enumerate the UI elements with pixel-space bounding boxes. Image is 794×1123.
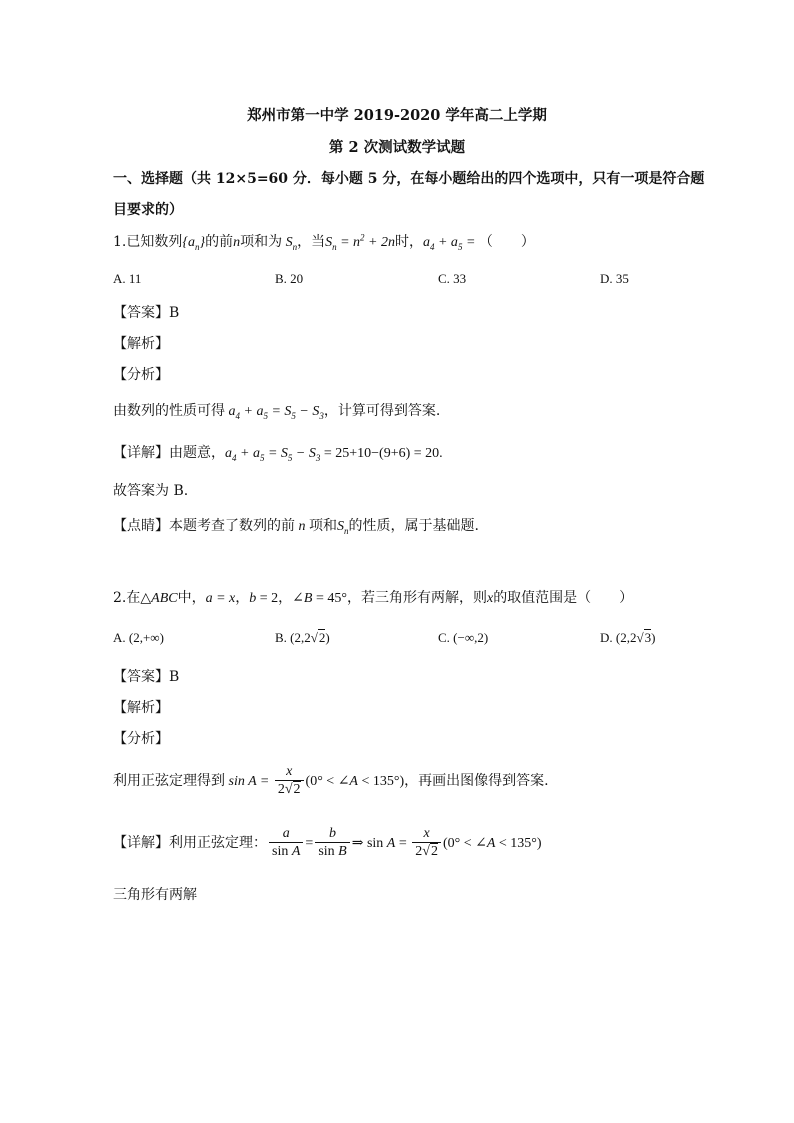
q1-option-b: B. 20	[275, 271, 304, 286]
section-heading-line2: 目要求的）	[113, 202, 183, 218]
q2-fenxi-label: 【分析】	[113, 731, 169, 747]
q1-conclusion: 故答案为 B.	[113, 483, 189, 499]
q2-analysis-label: 【解析】	[113, 700, 169, 716]
q2-stem: 2.在△ABC中，a = x，b = 2，∠B = 45°，若三角形有两解，则x的取值范围是（ ）	[113, 590, 634, 606]
q1-analysis-label: 【解析】	[113, 336, 169, 352]
q1-option-d: D. 35	[600, 271, 629, 286]
q1-answer: 【答案】B	[113, 305, 180, 321]
q2-option-d: D. (2,2√3)	[600, 630, 656, 645]
q1-fenxi-label: 【分析】	[113, 367, 169, 383]
q1-detail: 【详解】由题意，$a_4 + a_5 = S_5 - S_3 = 25+10-(9+6) = 20$.	[113, 445, 443, 463]
q1-comment: 【点睛】本题考查了数列的前 n 项和$S_n$的性质，属于基础题.	[113, 518, 479, 536]
q1-stem: 1.已知数列$\{a_n\}$的前n项和为 $S_n$，当$S_n = n^2 + 2n$时，$a_4 + a_5$ = （ ）	[113, 232, 535, 252]
q2-fenxi-text: 利用正弦定理得到 sin A = $\frac{x}{2√2}$ (0° < ∠A < 135°)，再画出图像得到答案.	[113, 764, 549, 797]
q2-two-solutions: 三角形有两解	[113, 887, 197, 903]
exam-subtitle: 第 2 次测试数学试题	[328, 139, 466, 156]
q1-option-a: A. 11	[113, 271, 142, 286]
q2-option-b: B. (2,2√2)	[275, 630, 330, 645]
q2-detail: 【详解】利用正弦定理： $\frac{a}{\text{sin A}}$ = $\frac{b}{\text{sin B}}$ ⇒ sin A = $\frac{x}{2√2}$ (0° < ∠A < 135°)	[113, 826, 542, 859]
q2-answer: 【答案】B	[113, 669, 180, 685]
q1-option-c: C. 33	[438, 271, 467, 286]
q2-option-a: A. (2,+∞)	[113, 630, 164, 645]
q1-fenxi-text: 由数列的性质可得 $a_4 + a_5 = S_5 - S_3$，计算可得到答案.	[113, 403, 441, 421]
section-heading-line1: 一、选择题（共 12×5=60 分．每小题 5 分，在每小题给出的四个选项中，只有一项是符合题	[113, 171, 705, 187]
exam-title: 郑州市第一中学 2019-2020 学年高二上学期	[247, 107, 547, 124]
q2-option-c: C. (−∞,2)	[438, 630, 489, 645]
